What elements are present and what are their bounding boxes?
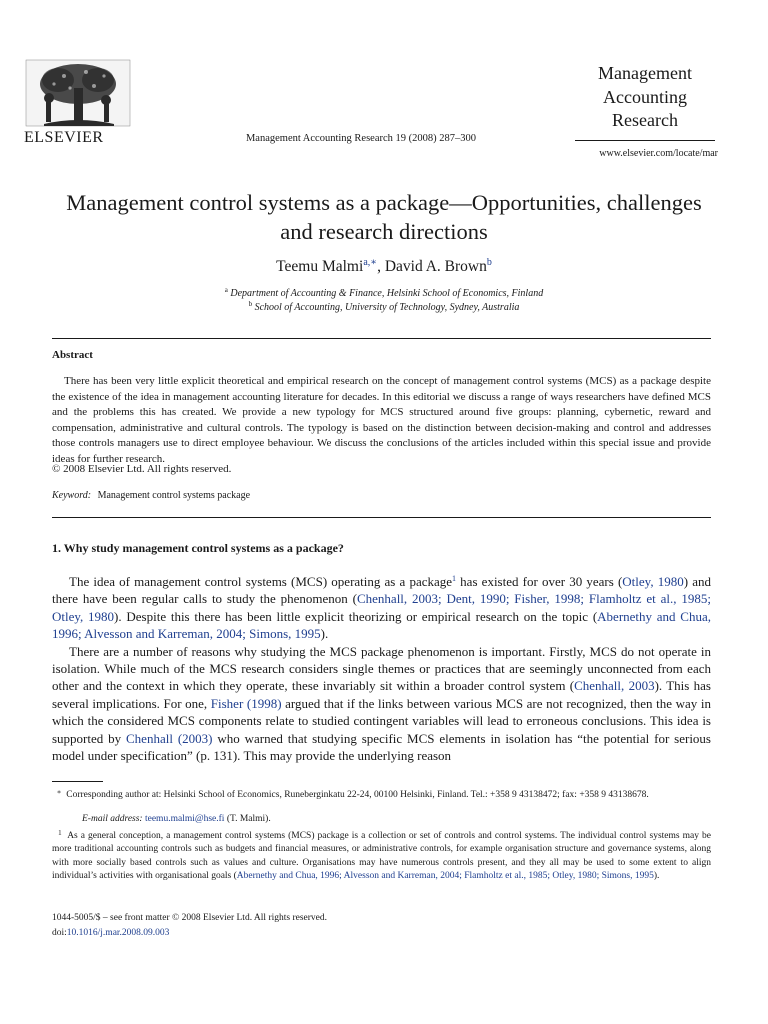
front-matter-line: 1044-5005/$ – see front matter © 2008 Elsevier Ltd. All rights reserved. xyxy=(52,913,328,923)
abstract-text: There has been very little explicit theoretical and empirical research on the concept of management control systems (MCS) as a package despite the existence of the idea in management accounting literature for decades. In this editorial we discuss a range of ways researchers have defined MCS and the problems this has created. We provide a new typology for MCS structured around five groups: planning, cybernetic, reward and compensation, administrative and cultural controls. The typology is based on the distinction between decision-making and control and addresses those controls managers use to direct employee behaviour. We discuss the conclusions of the articles included within this special issue and provide ideas for further research. xyxy=(52,375,711,465)
citation-link[interactable]: Otley, 1980 xyxy=(622,574,684,589)
keyword-value: Management control systems package xyxy=(97,490,251,501)
email-link[interactable]: teemu.malmi@hse.fi xyxy=(144,814,225,824)
cover-title-line-3: Research xyxy=(612,110,678,130)
p1-text-5: ). xyxy=(320,626,329,642)
p1-text-4: ). Despite this there has been little explicit theorizing or empirical research on the topic ( xyxy=(114,608,598,624)
p2-text-2: ). This has several implications. For one, xyxy=(52,678,711,711)
corresponding-text: Corresponding author at: Helsinki School of Economics, Runeberginkatu 22-24, 00100 Helsinki, Finland. Tel.: +358 9 43138472; fax: +358 9 43138678. xyxy=(66,790,649,800)
affiliation-a-mark: a xyxy=(224,286,228,294)
affiliation-b xyxy=(0,300,768,313)
abstract-heading: Abstract xyxy=(52,349,93,361)
footnote-1 xyxy=(52,827,711,884)
author-list: Teemu Malmi$^{a,∗}$, David A. Brown$^b$ xyxy=(276,257,492,275)
cover-title-line-1: Management xyxy=(598,63,692,83)
affiliation-b-text: School of Accounting, University of Technology, Sydney, Australia xyxy=(254,302,520,313)
doi-label: doi: xyxy=(52,928,67,938)
citation-link[interactable]: Chenhall, 2003 xyxy=(574,678,655,694)
author-name-2: David A. Brown xyxy=(384,258,487,275)
footnote-1-end: ). xyxy=(653,871,660,882)
author-2-affiliation-link[interactable]: b xyxy=(486,257,492,268)
section-body xyxy=(52,570,711,764)
footnote-divider xyxy=(52,781,103,782)
footnote-1-text: As a general conception, a management control systems (MCS) package is a collection or set of controls and control systems. The individual control systems may be more traditional accounting controls such as budgets and financial measures, or administrative controls, for example organisation structure and governance systems, along with more socially based controls such as values and culture. Organisations may have numerous controls present, and they all may be used to some extent to align individual’s activities with organisational goals ( xyxy=(52,831,712,882)
citation-link[interactable]: Chenhall, 2003; Dent, 1990; Fisher, 1998; Flamholtz et al., 1985; Otley, 1980 xyxy=(52,591,711,624)
paragraph-1 xyxy=(52,570,711,643)
citation-link[interactable]: Chenhall (2003) xyxy=(126,730,213,746)
divider-bottom xyxy=(52,517,711,518)
abstract-copyright: © 2008 Elsevier Ltd. All rights reserved. xyxy=(52,463,232,475)
article-title: Management control systems as a package—Opportunities, challenges and research directions xyxy=(66,190,702,244)
citation-link[interactable]: Fisher (1998) xyxy=(210,695,282,711)
p1-text-1: The idea of management control systems (MCS) operating as a package xyxy=(69,574,453,589)
divider-top xyxy=(52,338,711,339)
keyword-line xyxy=(52,490,250,501)
keyword-label: Keyword: xyxy=(52,490,92,501)
email-suffix: (T. Malmi). xyxy=(224,814,271,824)
abstract-body xyxy=(52,374,711,468)
section-heading: 1. Why study management control systems as a package? xyxy=(52,541,344,555)
author-name-1: Teemu Malmi xyxy=(276,258,364,275)
affiliation-a-text: Department of Accounting & Finance, Helsinki School of Economics, Finland xyxy=(230,288,544,299)
citation-link[interactable]: Abernethy and Chua, 1996; Alvesson and Karreman, 2004; Simons, 1995 xyxy=(52,608,711,642)
p1-text-3: ) and there have been regular calls to study the phenomenon ( xyxy=(52,574,711,607)
publisher-wordmark: ELSEVIER xyxy=(24,129,104,146)
journal-citation-text: Management Accounting Research 19 (2008) 287–300 xyxy=(245,133,477,144)
corresponding-mark: ∗ xyxy=(56,788,62,796)
p2-text-1: There are a number of reasons why studying the MCS package phenomenon is important. Firstly, MCS do not operate in isolation. While much of the MCS research considers single themes or practices that are seemingly unconnected from each other and the context in which they operate, these invariably sit within a broader control system ( xyxy=(52,643,711,694)
affiliation-a xyxy=(0,286,768,299)
p2-text-4: who warned that studying specific MCS elements in isolation has “the potential for serious model under specification” (p. 131). This may provide the underlying reason xyxy=(52,730,711,764)
cover-title-line-2: Accounting xyxy=(603,86,687,107)
doi-line xyxy=(52,928,169,938)
p2-text-3: argued that if the links between various MCS are not recognized, then the way in which the considered MCS components relate to studied contingent variables will lead to erroneous conclusions. This idea is supported by xyxy=(52,695,711,746)
footnote-corresponding-author xyxy=(52,786,711,802)
journal-url-link[interactable]: www.elsevier.com/locate/mar xyxy=(599,148,718,159)
footnote-1-mark: 1 xyxy=(58,829,62,837)
author-1-affiliation-link[interactable]: a,∗ xyxy=(363,257,378,268)
footnote-email xyxy=(82,813,702,826)
paragraph-2 xyxy=(52,643,711,765)
email-label: E-mail address: xyxy=(82,814,143,824)
affiliation-b-mark: b xyxy=(248,300,253,308)
citation-link[interactable]: Abernethy and Chua, 1996; Alvesson and Karreman, 2004; Flamholtz et al., 1985; Otley, 1980; Simons, 1995 xyxy=(236,871,654,882)
journal-cover-title xyxy=(575,62,715,141)
doi-link[interactable]: 10.1016/j.mar.2008.09.003 xyxy=(66,928,170,938)
footnote-1-link[interactable]: 1 xyxy=(452,574,457,583)
p1-text-2: has existed for over 30 years ( xyxy=(456,574,623,589)
